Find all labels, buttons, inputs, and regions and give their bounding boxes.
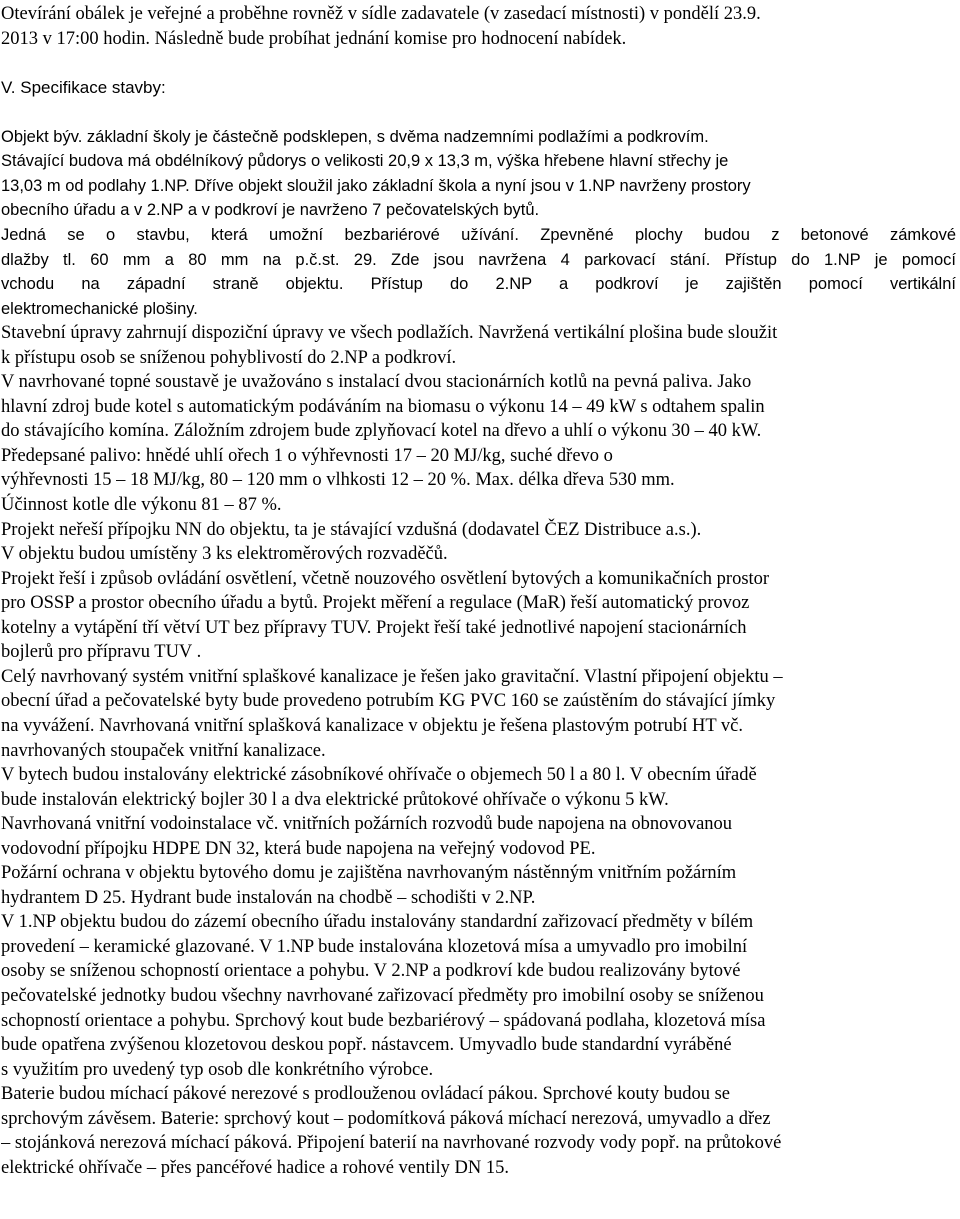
text-line: na vyvážení. Navrhovaná vnitřní splašková kanalizace v objektu je řešena plastovým potrubí HT vč. [1,716,743,736]
text-line: s využitím pro uvedený typ osob dle konkrétního výrobce. [1,1060,434,1080]
text-line: výhřevnosti 15 – 18 MJ/kg, 80 – 120 mm o vlhkosti 12 – 20 %. Max. délka dřeva 530 mm. [1,470,675,490]
text-line: schopností orientace a pohybu. Sprchový kout bude bezbariérový – spádovaná podlaha, klozetová mísa [1,1011,766,1031]
text-line: 13,03 m od podlahy 1.NP. Dříve objekt sloužil jako základní škola a nyní jsou v 1.NP navrženy prostory [1,177,751,195]
text-line: Navrhovaná vnitřní vodoinstalace vč. vnitřních požárních rozvodů bude napojena na obnovovanou [1,814,733,834]
text-line: V navrhované topné soustavě je uvažováno s instalací dvou stacionárních kotlů na pevná paliva. Jako [1,372,752,392]
text-line: elektrické ohřívače – přes pancéřové hadice a rohové ventily DN 15. [1,1158,510,1178]
text-line: bude instalován elektrický bojler 30 l a dva elektrické průtokové ohřívače o výkonu 5 kW. [1,790,669,810]
text-line: V bytech budou instalovány elektrické zásobníkové ohřívače o objemech 50 l a 80 l. V obecním úřadě [1,765,757,785]
text-line: pečovatelské jednotky budou všechny navrhované zařizovací předměty pro imobilní osoby se sníženou [1,986,764,1006]
text-line: vodovodní přípojku HDPE DN 32, která bude napojena na veřejný vodovod PE. [1,839,596,859]
text-line: bude opatřena zvýšenou klozetovou deskou popř. nástavcem. Umyvadlo bude standardní vyráběné [1,1035,732,1055]
text-line: provedení – keramické glazované. V 1.NP bude instalována klozetová mísa a umyvadlo pro imobilní [1,937,748,957]
text-line: Stávající budova má obdélníkový půdorys o velikosti 20,9 x 13,3 m, výška hřebene hlavní střechy je [1,152,729,170]
text-line: Objekt býv. základní školy je částečně podsklepen, s dvěma nadzemními podlažími a podkrovím. [1,128,709,146]
text-line: kotelny a vytápění tří větví UT bez přípravy TUV. Projekt řeší také jednotlivé napojení stacionárních [1,618,747,638]
text-line: Předepsané palivo: hnědé uhlí ořech 1 o výhřevnosti 17 – 20 MJ/kg, suché dřevo o [1,446,613,466]
text-line: elektromechanické plošiny. [1,300,198,318]
text-line [1,100,956,124]
text-line: Baterie budou míchací pákové nerezové s prodlouženou ovládací pákou. Sprchové kouty budou se [1,1084,730,1104]
text-line: Celý navrhovaný systém vnitřní splaškové kanalizace je řešen jako gravitační. Vlastní připojení objektu – [1,667,783,687]
text-line: bojlerů pro přípravu TUV . [1,642,202,662]
text-line: obecní úřad a pečovatelské byty bude provedeno potrubím KG PVC 160 se zaústěním do stávající jímky [1,691,776,711]
text-line: sprchovým závěsem. Baterie: sprchový kout – podomítková páková míchací nerezová, umyvadlo a dřez [1,1109,771,1129]
text-line: 2013 v 17:00 hodin. Následně bude probíhat jednání komise pro hodnocení nabídek. [1,29,627,49]
text-line: Jedná se o stavbu, která umožní bezbariérové užívání. Zpevněné plochy budou z betonové zámkové [1,226,956,244]
text-line: obecního úřadu a v 2.NP a v podkroví je navrženo 7 pečovatelských bytů. [1,201,540,219]
text-line: V 1.NP objektu budou do zázemí obecního úřadu instalovány standardní zařizovací předměty v bílém [1,912,754,932]
text-line: pro OSSP a prostor obecního úřadu a bytů. Projekt měření a regulace (MaR) řeší automatický provoz [1,593,750,613]
text-line: V objektu budou umístěny 3 ks elektroměrových rozvaděčů. [1,544,448,564]
text-line: Stavební úpravy zahrnují dispoziční úpravy ve všech podlažích. Navržená vertikální plošina bude sloužit [1,323,778,343]
text-line: Požární ochrana v objektu bytového domu je zajištěna navrhovaným nástěnným vnitřním požárním [1,863,737,883]
text-line: Projekt řeší i způsob ovládání osvětlení, včetně nouzového osvětlení bytových a komunikačních prostor [1,569,770,589]
text-line: do stávajícího komína. Záložním zdrojem bude zplyňovací kotel na dřevo a uhlí o výkonu 30 – 40 kW. [1,421,762,441]
text-line: k přístupu osob se sníženou pohyblivostí do 2.NP a podkroví. [1,348,457,368]
text-line: osoby se sníženou schopností orientace a pohybu. V 2.NP a podkroví kde budou realizovány bytové [1,961,741,981]
text-line: hlavní zdroj bude kotel s automatickým podáváním na biomasu o výkonu 14 – 49 kW s odtahem spalin [1,397,765,417]
text-line: Účinnost kotle dle výkonu 81 – 87 %. [1,495,282,515]
section-heading: V. Specifikace stavby: [1,78,166,97]
text-line: Projekt neřeší přípojku NN do objektu, ta je stávající vzdušná (dodavatel ČEZ Distribuce a.s.). [1,520,702,540]
text-line: – stojánková nerezová míchací páková. Připojení baterií na navrhované rozvody vody popř. na průtokové [1,1133,782,1153]
text-line: navrhovaných stoupaček vnitřní kanalizace. [1,741,326,761]
text-line: hydrantem D 25. Hydrant bude instalován na chodbě – schodišti v 2.NP. [1,888,536,908]
text-line: Otevírání obálek je veřejné a proběhne rovněž v sídle zadavatele (v zasedací místnosti) v pondělí 23.9. [1,4,761,24]
text-line [1,51,956,75]
text-line: dlažby tl. 60 mm a 80 mm na p.č.st. 29. Zde jsou navržena 4 parkovací stání. Přístup do 1.NP je pomocí [1,251,956,269]
text-line: vchodu na západní straně objektu. Přístup do 2.NP a podkroví je zajištěn pomocí vertikální [1,275,956,293]
